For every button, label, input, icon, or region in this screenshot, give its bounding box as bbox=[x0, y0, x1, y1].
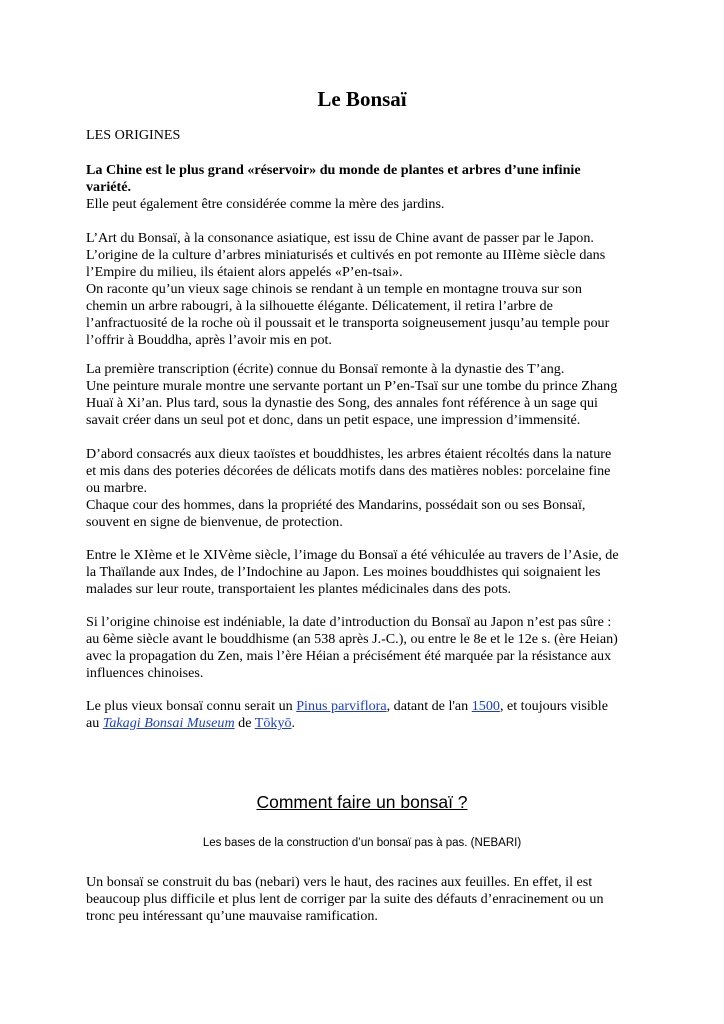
paragraph-art-du-bonsai bbox=[86, 230, 646, 349]
text-line: Un bonsaï se construit du bas (nebari) vers le haut, des racines aux feuilles. En effet, il est bbox=[86, 874, 593, 890]
section-subheading: Les bases de la construction d’un bonsaï pas à pas. (NEBARI) bbox=[202, 837, 522, 849]
text-line: Huaï à Xi’an. Plus tard, sous la dynastie des Song, des annales font référence à un sage qui bbox=[86, 395, 598, 411]
text-line: savait créer dans un seul pot et donc, dans un petit espace, une impression d’immensité. bbox=[86, 412, 581, 428]
pinus-parviflora-link[interactable]: Pinus parviflora bbox=[296, 698, 387, 714]
section-heading: Comment faire un bonsaï ? bbox=[256, 792, 468, 812]
text-line: ou marbre. bbox=[86, 480, 148, 496]
paragraph-japon bbox=[86, 614, 646, 682]
text-line: la Thaïlande aux Indes, de l’Indochine au Japon. Les moines bouddhistes qui soignaient les bbox=[86, 564, 601, 580]
takagi-museum-link[interactable]: Takagi Bonsai Museum bbox=[102, 715, 235, 731]
text-fragment: . bbox=[291, 715, 296, 731]
text-line: souvent en signe de bienvenue, de protection. bbox=[86, 514, 343, 530]
tokyo-link[interactable]: Tōkyō bbox=[254, 715, 292, 731]
section-label bbox=[86, 127, 646, 144]
text-line: au 6ème siècle avant le bouddhisme (an 538 après J.-C.), ou entre le 8e et le 12e s. (ère Heian) bbox=[86, 631, 618, 647]
paragraph-asie bbox=[86, 547, 646, 598]
text-fragment: , et toujours visible bbox=[499, 698, 608, 714]
text-line: influences chinoises. bbox=[86, 665, 204, 681]
text-line: beaucoup plus difficile et plus lent de corriger par la suite des défauts d’enracinement ou un bbox=[86, 891, 604, 907]
text-line: l’offrir à Bouddha, après l’avoir mis en pot. bbox=[86, 332, 332, 348]
intro-line: Elle peut également être considérée comme la mère des jardins. bbox=[86, 196, 445, 212]
paragraph-transcription bbox=[86, 361, 646, 429]
text-line: Une peinture murale montre une servante portant un P’en-Tsaï sur une tombe du prince Zhang bbox=[86, 378, 618, 394]
text-line: avec la propagation du Zen, mais l’ère Héian a précisément été marquée par la résistance aux bbox=[86, 648, 612, 664]
text-line: L’origine de la culture d’arbres miniaturisés et cultivés en pot remonte au IIIème siècle dans bbox=[86, 247, 606, 263]
intro-paragraph bbox=[86, 162, 646, 213]
text-line: l’anfractuosité de la roche où il poussait et le transporta soigneusement jusqu’au temple pour bbox=[86, 315, 610, 331]
text-fragment: , datant de l'an bbox=[386, 698, 472, 714]
section-label-text: LES ORIGINES bbox=[86, 127, 181, 143]
text-line: et mis dans des poteries décorées de délicats motifs dans des matières nobles: porcelaine fine bbox=[86, 463, 611, 479]
paragraph-plus-vieux-bonsai bbox=[86, 698, 646, 732]
text-line: Entre le XIème et le XIVème siècle, l’image du Bonsaï a été véhiculée au travers de l’Asie, de bbox=[86, 547, 619, 563]
text-line bbox=[86, 715, 646, 732]
intro-bold-line: La Chine est le plus grand «réservoir» du monde de plantes et arbres d’une infinie bbox=[86, 162, 581, 178]
intro-bold-line: variété. bbox=[86, 179, 131, 195]
text-line: Si l’origine chinoise est indéniable, la date d’introduction du Bonsaï au Japon n’est pas sûre : bbox=[86, 614, 612, 630]
page-title: Le Bonsaï bbox=[317, 87, 407, 111]
text-fragment: Le plus vieux bonsaï connu serait un bbox=[86, 698, 297, 714]
text-line: l’Empire du milieu, ils étaient alors appelés «P’en-tsai». bbox=[86, 264, 403, 280]
text-line: malades sur leur route, transportaient les plantes médicinales dans des pots. bbox=[86, 581, 512, 597]
text-line: chemin un arbre rabougri, à la silhouette élégante. Délicatement, il retira l’arbre de bbox=[86, 298, 553, 314]
text-line: On raconte qu’un vieux sage chinois se rendant à un temple en montagne trouva sur son bbox=[86, 281, 582, 297]
paragraph-nebari bbox=[86, 874, 646, 925]
text-line: La première transcription (écrite) connue du Bonsaï remonte à la dynastie des T’ang. bbox=[86, 361, 565, 377]
text-fragment: au bbox=[86, 715, 103, 731]
text-line: D’abord consacrés aux dieux taoïstes et bouddhistes, les arbres étaient récoltés dans la nature bbox=[86, 446, 612, 462]
text-line: L’Art du Bonsaï, à la consonance asiatique, est issu de Chine avant de passer par le Japon. bbox=[86, 230, 594, 246]
text-line: tronc peu intéressant qu’une mauvaise ramification. bbox=[86, 908, 378, 924]
text-fragment: de bbox=[234, 715, 255, 731]
year-1500-link[interactable]: 1500 bbox=[471, 698, 500, 714]
paragraph-dieux bbox=[86, 446, 646, 531]
text-line: Chaque cour des hommes, dans la propriété des Mandarins, possédait son ou ses Bonsaï, bbox=[86, 497, 586, 513]
text-line bbox=[86, 698, 646, 715]
